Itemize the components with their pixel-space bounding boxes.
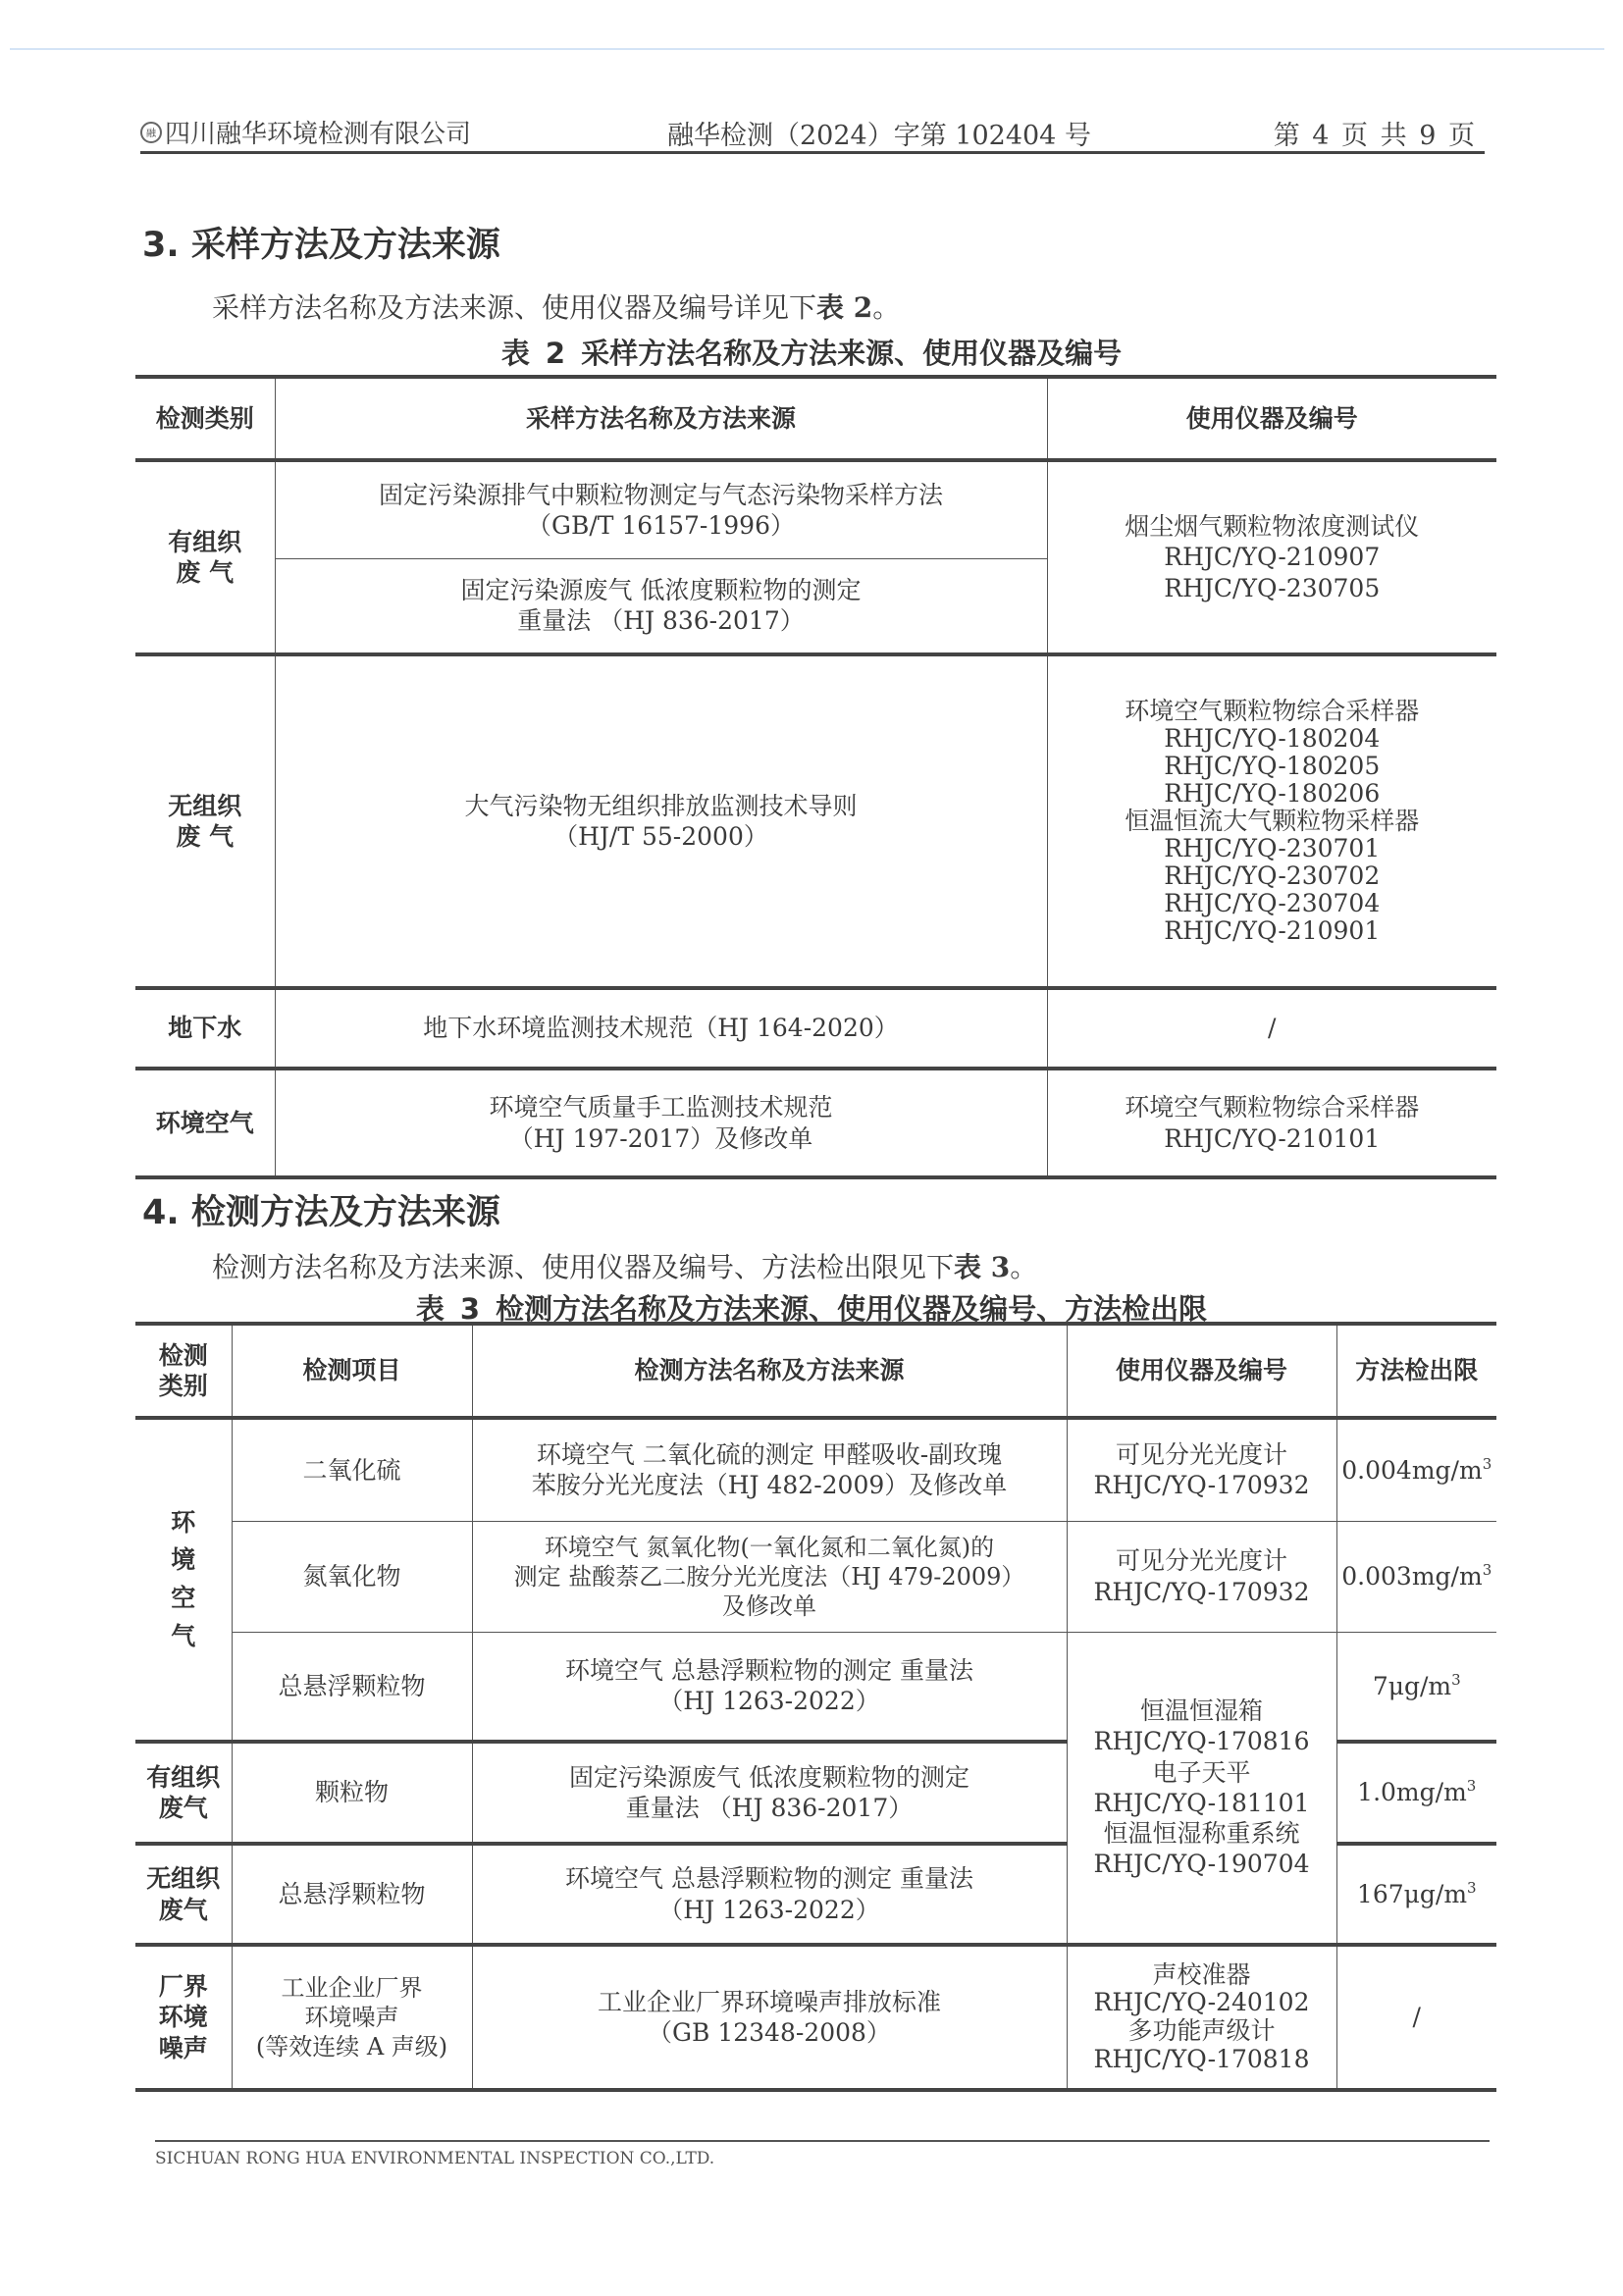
limit-value: 1.0mg/m: [1357, 1778, 1467, 1807]
method-line: 苯胺分光光度法（HJ 482-2009）及修改单: [531, 1471, 1008, 1500]
category-line: 废气: [158, 1895, 208, 1924]
item-cell: [232, 1844, 472, 1945]
instrument-line: RHJC/YQ-170816: [1093, 1727, 1310, 1756]
instrument-cell: [1047, 1069, 1496, 1177]
column-header: 方法检出限: [1336, 1324, 1496, 1418]
limit-superscript: 3: [1451, 1670, 1461, 1689]
category-cell: [135, 988, 275, 1069]
limit-superscript: 3: [1482, 1454, 1492, 1473]
category-cell: [135, 1844, 232, 1945]
scan-artifact-line: [10, 48, 1604, 50]
limit-cell: [1336, 1945, 1496, 2090]
item-line: 二氧化硫: [302, 1455, 401, 1485]
page-number: 第 4 页 共 9 页: [1273, 121, 1475, 151]
instrument-line: 环境空气颗粒物综合采样器: [1125, 1093, 1420, 1122]
instrument-line: RHJC/YQ-190704: [1093, 1850, 1310, 1879]
method-cell: [472, 1742, 1067, 1844]
table-row: [135, 1418, 1496, 1521]
instrument-cell: [1047, 654, 1496, 988]
instrument-line: RHJC/YQ-230704: [1164, 889, 1381, 917]
company-logo-icon: 融: [140, 122, 162, 143]
item-cell: [232, 1945, 472, 2090]
instrument-line: RHJC/YQ-170932: [1093, 1471, 1310, 1500]
method-line: 环境空气 二氧化硫的测定 甲醛吸收-副玫瑰: [536, 1440, 1003, 1469]
instrument-line: RHJC/YQ-170932: [1093, 1577, 1310, 1606]
instrument-line: RHJC/YQ-180204: [1164, 724, 1381, 753]
limit-cell: [1336, 1521, 1496, 1632]
category-line: 噪声: [158, 2033, 208, 2062]
table-row: [135, 1945, 1496, 2090]
category-cell: [135, 1418, 232, 1742]
method-line: （HJ 1263-2022）: [658, 1687, 880, 1716]
method-line: 环境空气 氮氧化物(一氧化氮和二氧化氮)的: [544, 1533, 995, 1561]
document-number: 融华检测（2024）字第 102404 号: [667, 121, 1091, 151]
item-line: 氮氧化物: [302, 1561, 401, 1591]
method-line: 大气污染物无组织排放监测技术导则: [464, 791, 858, 820]
table-row: [135, 1069, 1496, 1177]
column-header: 检测项目: [232, 1324, 472, 1418]
section-3-title: 3. 采样方法及方法来源: [142, 226, 500, 265]
category-line: 环境空气: [155, 1108, 254, 1137]
intro-suffix: 。: [1010, 1251, 1038, 1283]
category-cell: [135, 460, 275, 654]
item-line: (等效连续 A 声级): [255, 2033, 448, 2061]
method-line: （HJ 1263-2022）: [658, 1895, 880, 1924]
instrument-line: RHJC/YQ-180205: [1164, 752, 1381, 780]
limit-value: 7μg/m: [1372, 1671, 1452, 1700]
method-line: （HJ/T 55-2000）: [553, 822, 768, 851]
category-cell: [135, 1945, 232, 2090]
instrument-cell: [1067, 1521, 1336, 1632]
method-line: 环境空气 总悬浮颗粒物的测定 重量法: [565, 1864, 973, 1894]
category-line: 环境: [158, 2003, 208, 2032]
section-3-intro: [212, 287, 900, 326]
limit-value: 0.004mg/m: [1341, 1455, 1483, 1485]
instrument-line: RHJC/YQ-181101: [1093, 1788, 1310, 1817]
intro-text: 检测方法名称及方法来源、使用仪器及编号、方法检出限见下: [212, 1251, 955, 1283]
item-cell: [232, 1742, 472, 1844]
table-2: [135, 375, 1496, 1179]
table-row: [135, 654, 1496, 988]
instrument-line: RHJC/YQ-230701: [1164, 834, 1381, 862]
instrument-line: RHJC/YQ-210901: [1164, 916, 1381, 945]
column-header: 使用仪器及编号: [1067, 1324, 1336, 1418]
method-line: （GB/T 16157-1996）: [527, 510, 795, 540]
column-header: 检测类别: [135, 377, 275, 460]
table-ref: 表 2: [816, 291, 873, 324]
instrument-line: RHJC/YQ-180206: [1164, 779, 1381, 808]
item-line: 颗粒物: [314, 1778, 389, 1807]
instrument-line: 恒温恒湿箱: [1139, 1696, 1263, 1725]
method-cell: [275, 460, 1047, 558]
limit-cell: [1336, 1632, 1496, 1742]
instrument-line: 恒温恒湿称重系统: [1103, 1819, 1300, 1848]
column-header: 采样方法名称及方法来源: [275, 377, 1047, 460]
header-line: 类别: [158, 1372, 208, 1400]
category-cell: [135, 1069, 275, 1177]
method-line: 测定 盐酸萘乙二胺分光光度法（HJ 479-2009）: [513, 1562, 1025, 1591]
method-cell: [472, 1632, 1067, 1742]
limit-cell: [1336, 1418, 1496, 1521]
category-line: 气: [171, 1621, 196, 1650]
limit-superscript: 3: [1482, 1560, 1492, 1579]
method-line: 地下水环境监测技术规范（HJ 164-2020）: [423, 1014, 899, 1043]
shared-instrument-cell: [1067, 1632, 1336, 1945]
limit-value: 0.003mg/m: [1341, 1561, 1483, 1591]
method-cell: [275, 988, 1047, 1069]
method-cell: [472, 1418, 1067, 1521]
table-ref: 表 3: [954, 1251, 1011, 1283]
instrument-line: RHJC/YQ-170818: [1093, 2044, 1310, 2073]
category-line: 厂界: [158, 1972, 208, 2002]
column-header: 检测方法名称及方法来源: [472, 1324, 1067, 1418]
table-row: [135, 1632, 1496, 1742]
instrument-line: RHJC/YQ-210907: [1164, 543, 1381, 572]
table-row: [135, 1521, 1496, 1632]
item-line: 环境噪声: [304, 2004, 399, 2031]
category-line: 废 气: [176, 558, 235, 587]
limit-cell: [1336, 1742, 1496, 1844]
table-header-row: [135, 1324, 1496, 1418]
method-line: 环境空气 总悬浮颗粒物的测定 重量法: [565, 1656, 973, 1685]
intro-suffix: 。: [872, 291, 901, 324]
instrument-line: 环境空气颗粒物综合采样器: [1125, 697, 1420, 725]
category-line: 空: [171, 1584, 196, 1612]
method-line: 工业企业厂界环境噪声排放标准: [597, 1987, 941, 2016]
item-cell: [232, 1632, 472, 1742]
footer-divider: [155, 2140, 1490, 2142]
method-line: 重量法 （HJ 836-2017）: [517, 606, 805, 636]
instrument-line: RHJC/YQ-230702: [1164, 861, 1381, 890]
item-line: 总悬浮颗粒物: [278, 1671, 426, 1700]
item-line: 工业企业厂界: [281, 1974, 423, 2002]
footer-company-en: SICHUAN RONG HUA ENVIRONMENTAL INSPECTION CO.,LTD.: [155, 2149, 715, 2168]
instrument-line: 多功能声级计: [1127, 2016, 1276, 2045]
method-line: 固定污染源废气 低浓度颗粒物的测定: [460, 576, 862, 604]
instrument-line: 恒温恒流大气颗粒物采样器: [1125, 807, 1420, 835]
instrument-line: 烟尘烟气颗粒物浓度测试仪: [1125, 512, 1420, 542]
method-cell: [275, 1069, 1047, 1177]
limit-superscript: 3: [1467, 1878, 1477, 1897]
instrument-line: RHJC/YQ-210101: [1164, 1123, 1381, 1153]
section-4-title: 4. 检测方法及方法来源: [142, 1193, 500, 1232]
category-line: 地下水: [168, 1014, 242, 1043]
intro-text: 采样方法名称及方法来源、使用仪器及编号详见下: [212, 291, 817, 324]
method-line: （HJ 197-2017）及修改单: [508, 1123, 813, 1153]
table-3-title: 表 3 检测方法名称及方法来源、使用仪器及编号、方法检出限: [415, 1292, 1208, 1326]
table-2-title: 表 2 采样方法名称及方法来源、使用仪器及编号: [500, 337, 1123, 370]
category-line: 环: [171, 1507, 196, 1537]
instrument-line: RHJC/YQ-240102: [1093, 1988, 1310, 2017]
table-row: [135, 460, 1496, 558]
method-line: 环境空气质量手工监测技术规范: [489, 1093, 833, 1122]
table-3: [135, 1322, 1496, 2092]
instrument-line: 电子天平: [1152, 1757, 1251, 1787]
instrument-cell: [1067, 1945, 1336, 2090]
method-line: （GB 12348-2008）: [648, 2018, 891, 2047]
instrument-line: 可见分光光度计: [1115, 1440, 1287, 1469]
instrument-line: 声校准器: [1152, 1959, 1251, 1989]
company-name: [140, 114, 471, 150]
method-cell: [275, 654, 1047, 988]
category-line: 境: [171, 1545, 196, 1575]
limit-value: /: [1412, 2003, 1421, 2032]
column-header: 使用仪器及编号: [1047, 377, 1496, 460]
method-cell: [472, 1945, 1067, 2090]
category-line: 有组织: [168, 527, 242, 556]
instrument-cell: [1047, 988, 1496, 1069]
item-cell: [232, 1521, 472, 1632]
table-row: [135, 988, 1496, 1069]
item-line: 总悬浮颗粒物: [278, 1879, 426, 1908]
company-name-text: 四川融华环境检测有限公司: [165, 120, 472, 149]
method-cell: [472, 1521, 1067, 1632]
instrument-line: RHJC/YQ-230705: [1164, 573, 1381, 602]
category-line: 废 气: [176, 822, 235, 851]
method-cell: [275, 558, 1047, 654]
instrument-cell: [1067, 1418, 1336, 1521]
method-line: 重量法 （HJ 836-2017）: [625, 1794, 914, 1822]
category-line: 无组织: [146, 1864, 221, 1894]
category-line: 无组织: [168, 791, 242, 820]
limit-cell: [1336, 1844, 1496, 1945]
limit-value: 167μg/m: [1356, 1879, 1468, 1908]
category-line: 废气: [158, 1794, 208, 1822]
table-header-row: [135, 377, 1496, 460]
method-line: 及修改单: [722, 1592, 816, 1620]
category-line: 有组织: [146, 1762, 221, 1792]
method-line: 固定污染源废气 低浓度颗粒物的测定: [569, 1762, 969, 1792]
limit-superscript: 3: [1466, 1777, 1477, 1796]
header-line: 检测: [158, 1340, 208, 1370]
instrument-line: /: [1268, 1014, 1277, 1043]
method-cell: [472, 1844, 1067, 1945]
instrument-cell: [1047, 460, 1496, 654]
page-header: [140, 112, 1485, 151]
item-cell: [232, 1418, 472, 1521]
method-line: 固定污染源排气中颗粒物测定与气态污染物采样方法: [378, 480, 943, 509]
instrument-line: 可见分光光度计: [1115, 1546, 1287, 1576]
category-cell: [135, 654, 275, 988]
category-cell: [135, 1742, 232, 1844]
column-header: [135, 1324, 232, 1418]
section-4-intro: [212, 1246, 1037, 1285]
header-divider: [140, 151, 1485, 154]
